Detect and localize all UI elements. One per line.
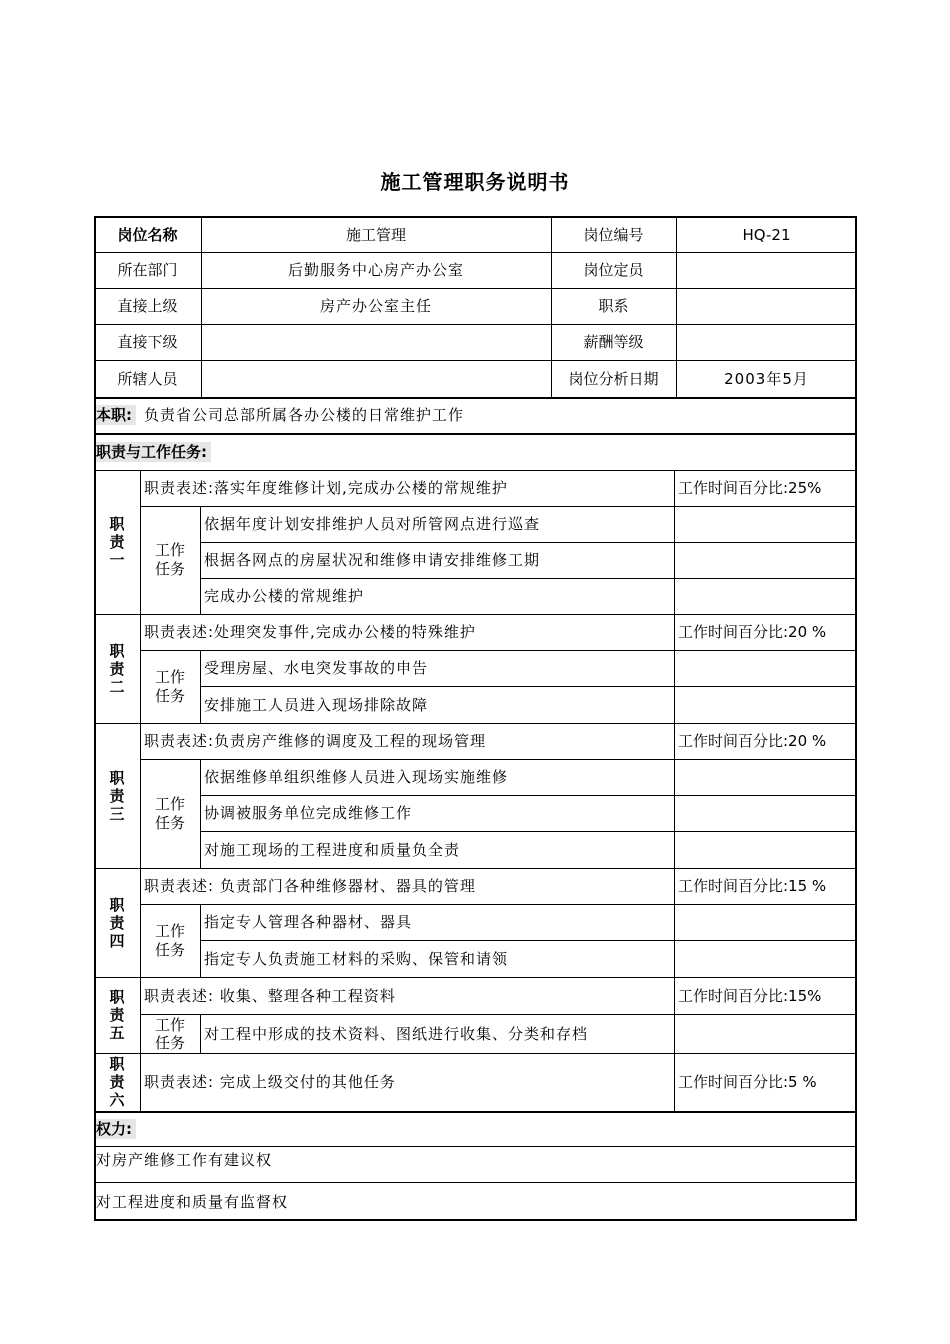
value-direct-superior: 房产办公室主任 bbox=[319, 297, 432, 315]
label-headcount: 岗位定员 bbox=[583, 261, 644, 279]
duty-3-label: 职责三 bbox=[109, 768, 125, 823]
duty-5-task-1: 对工程中形成的技术资料、图纸进行收集、分类和存档 bbox=[204, 1024, 589, 1043]
duty-3-task-2: 协调被服务单位完成维修工作 bbox=[204, 804, 413, 822]
duties-heading-row bbox=[94, 433, 857, 470]
label-salary-grade: 薪酬等级 bbox=[583, 333, 644, 351]
duty-5-desc: 职责表述: 收集、整理各种工程资料 bbox=[144, 986, 396, 1005]
label-job-family: 职系 bbox=[598, 297, 629, 315]
duty-5-label: 职责五 bbox=[109, 988, 125, 1042]
job-description-table bbox=[94, 216, 857, 1221]
duty-1-pct: 工作时间百分比:25% bbox=[678, 479, 822, 497]
duty-6-label: 职责六 bbox=[109, 1055, 125, 1109]
duty-4-task-label: 工作任务 bbox=[154, 921, 185, 959]
value-analysis-date: 2003年5月 bbox=[724, 369, 809, 388]
duty-4-task-1: 指定专人管理各种器材、器具 bbox=[204, 913, 413, 931]
label-analysis-date: 岗位分析日期 bbox=[568, 369, 659, 388]
duty-2-desc: 职责表述:处理突发事件,完成办公楼的特殊维护 bbox=[144, 623, 476, 641]
value-position-name: 施工管理 bbox=[345, 226, 406, 244]
value-direct-subordinate bbox=[201, 324, 551, 360]
duty-3-desc: 职责表述:负责房产维修的调度及工程的现场管理 bbox=[144, 732, 487, 750]
duty-2-pct: 工作时间百分比:20 % bbox=[678, 623, 827, 641]
duty-1-task-2: 根据各网点的房屋状况和维修申请安排维修工期 bbox=[204, 551, 541, 569]
value-department: 后勤服务中心房产办公室 bbox=[287, 261, 464, 279]
duty-5-pct: 工作时间百分比:15% bbox=[678, 986, 822, 1005]
duty-1-task-1: 依据年度计划安排维护人员对所管网点进行巡查 bbox=[204, 515, 541, 533]
duty-4-desc: 职责表述: 负责部门各种维修器材、器具的管理 bbox=[144, 877, 476, 895]
duty-3-task-label: 工作任务 bbox=[154, 794, 185, 832]
duties-heading: 职责与工作任务: bbox=[94, 442, 211, 462]
duty-4-task-2: 指定专人负责施工材料的采购、保管和请领 bbox=[204, 949, 509, 968]
power-item-1: 对房产维修工作有建议权 bbox=[96, 1151, 273, 1169]
duty-2-label: 职责二 bbox=[109, 641, 125, 696]
duty-3-task-1: 依据维修单组织维修人员进入现场实施维修 bbox=[204, 768, 509, 786]
value-position-code: HQ-21 bbox=[742, 226, 791, 244]
duty-1-label: 职责一 bbox=[109, 515, 125, 569]
duty-5-task-label: 工作任务 bbox=[154, 1015, 185, 1052]
duty-2-task-1: 受理房屋、水电突发事故的申告 bbox=[204, 659, 429, 677]
duty-4-label: 职责四 bbox=[109, 895, 125, 950]
value-staff-under bbox=[201, 360, 551, 397]
duty-6-pct: 工作时间百分比:5 % bbox=[678, 1073, 817, 1091]
main-duty-row bbox=[94, 397, 857, 433]
value-headcount bbox=[676, 252, 857, 288]
duty-1-task-3: 完成办公楼的常规维护 bbox=[204, 587, 365, 605]
label-staff-under: 所辖人员 bbox=[117, 369, 178, 388]
duty-3-pct: 工作时间百分比:20 % bbox=[678, 732, 827, 750]
duty-6-desc: 职责表述: 完成上级交付的其他任务 bbox=[144, 1073, 396, 1091]
label-direct-superior: 直接上级 bbox=[117, 297, 178, 315]
page-title: 施工管理职务说明书 bbox=[380, 170, 570, 194]
label-position-name: 岗位名称 bbox=[117, 226, 178, 244]
main-duty-label: 本职: bbox=[94, 405, 136, 425]
duty-4-pct: 工作时间百分比:15 % bbox=[678, 877, 827, 895]
duty-1-desc: 职责表述:落实年度维修计划,完成办公楼的常规维护 bbox=[144, 479, 508, 497]
value-salary-grade bbox=[676, 324, 857, 360]
main-duty-text: 负责省公司总部所属各办公楼的日常维护工作 bbox=[144, 406, 465, 424]
power-item-2: 对工程进度和质量有监督权 bbox=[96, 1192, 289, 1211]
value-job-family bbox=[676, 288, 857, 324]
label-direct-subordinate: 直接下级 bbox=[117, 333, 178, 351]
powers-heading-row bbox=[94, 1111, 857, 1146]
powers-heading: 权力: bbox=[94, 1119, 136, 1139]
duty-2-task-label: 工作任务 bbox=[154, 667, 185, 705]
duty-1-task-label: 工作任务 bbox=[154, 541, 185, 578]
duty-3-task-3: 对施工现场的工程进度和质量负全责 bbox=[204, 840, 461, 859]
label-position-code: 岗位编号 bbox=[583, 226, 644, 244]
duty-2-task-2: 安排施工人员进入现场排除故障 bbox=[204, 695, 429, 714]
label-department: 所在部门 bbox=[117, 261, 178, 279]
